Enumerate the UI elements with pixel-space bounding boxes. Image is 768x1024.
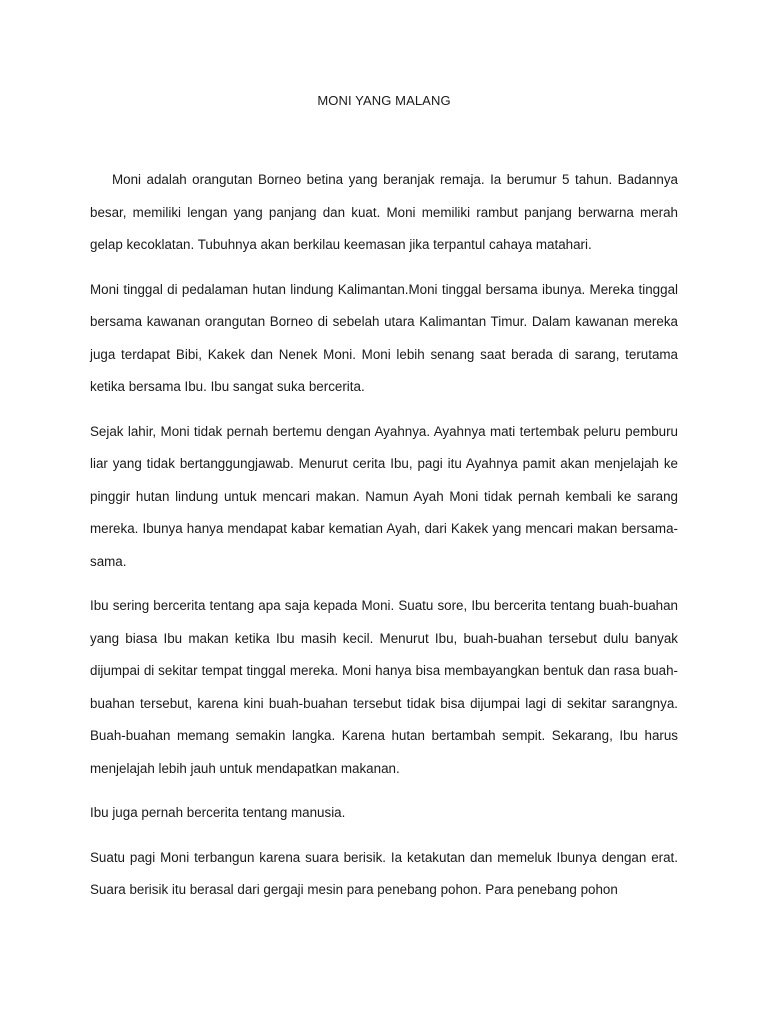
paragraph-4: Ibu sering bercerita tentang apa saja kepada Moni. Suatu sore, Ibu bercerita tentang buah-buahan yang biasa Ibu makan ketika Ibu masih kecil. Menurut Ibu, buah-buahan tersebut dulu banyak dijumpai di sekitar tempat tinggal mereka. Moni hanya bisa membayangkan bentuk dan rasa buah-buahan tersebut, karena kini buah-buahan tersebut tidak bisa dijumpai lagi di sekitar sarangnya. Buah-buahan memang semakin langka. Karena hutan bertambah sempit. Sekarang, Ibu harus menjelajah lebih jauh untuk mendapatkan makanan. [90, 598, 678, 776]
document-body [90, 164, 678, 919]
paragraph-2: Moni tinggal di pedalaman hutan lindung Kalimantan.Moni tinggal bersama ibunya. Mereka tinggal bersama kawanan orangutan Borneo di sebelah utara Kalimantan Timur. Dalam kawanan mereka juga terdapat Bibi, Kakek dan Nenek Moni. Moni lebih senang saat berada di sarang, terutama ketika bersama Ibu. Ibu sangat suka bercerita. [90, 281, 678, 394]
document-title: MONI YANG MALANG [317, 93, 451, 108]
paragraph-3: Sejak lahir, Moni tidak pernah bertemu dengan Ayahnya. Ayahnya mati tertembak peluru pemburu liar yang tidak bertanggungjawab. Menurut cerita Ibu, pagi itu Ayahnya pamit akan menjelajah ke pinggir hutan lindung untuk mencari makan. Namun Ayah Moni tidak pernah kembali ke sarang mereka. Ibunya hanya mendapat kabar kematian Ayah, dari Kakek yang mencari makan bersama-sama. [90, 423, 678, 569]
paragraph-1: Moni adalah orangutan Borneo betina yang beranjak remaja. Ia berumur 5 tahun. Badannya besar, memiliki lengan yang panjang dan kuat. Moni memiliki rambut panjang berwarna merah gelap kecoklatan. Tubuhnya akan berkilau keemasan jika terpantul cahaya matahari. [90, 172, 678, 252]
paragraph-6: Suatu pagi Moni terbangun karena suara berisik. Ia ketakutan dan memeluk Ibunya dengan erat. Suara berisik itu berasal dari gergaji mesin para penebang pohon. Para penebang pohon [90, 849, 678, 897]
paragraph-5: Ibu juga pernah bercerita tentang manusia. [90, 805, 346, 820]
